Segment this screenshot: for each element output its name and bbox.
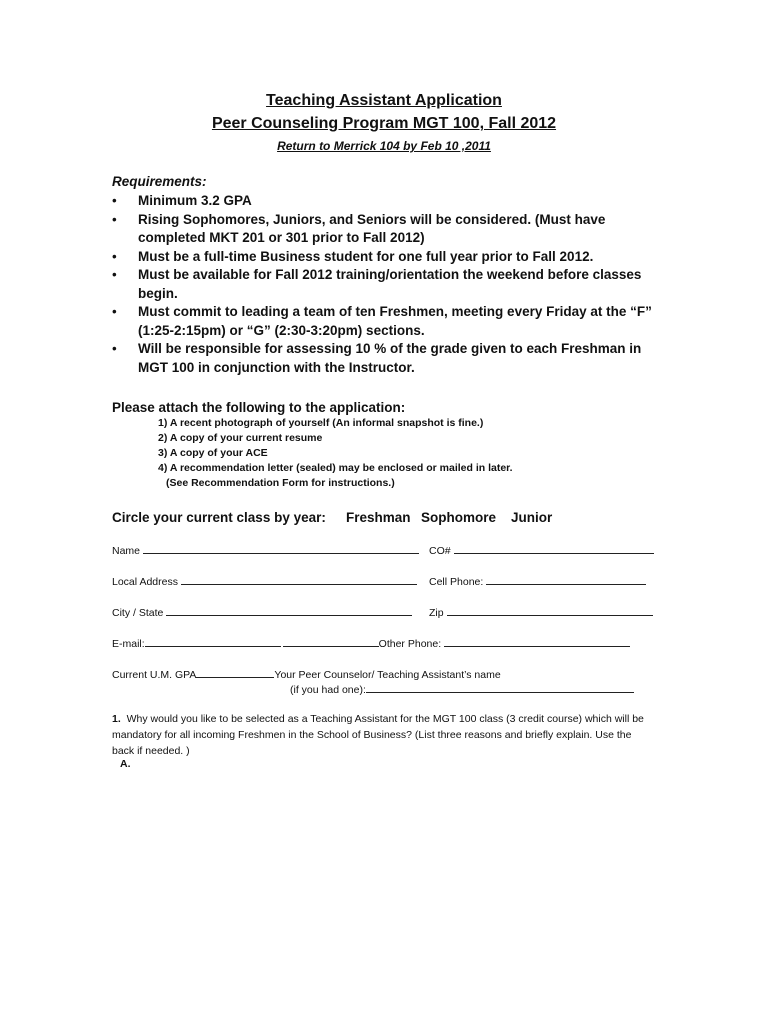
attachment-item: 3) A copy of your ACE: [158, 447, 268, 459]
question-number: 1.: [112, 713, 121, 725]
attachment-item: 2) A copy of your current resume: [158, 432, 323, 444]
bullet-icon: •: [112, 193, 117, 208]
city-state-label: City / State: [112, 607, 164, 619]
other-phone-input-line[interactable]: [444, 636, 630, 647]
co-input-line[interactable]: [454, 543, 654, 554]
requirement-item: [112, 303, 672, 340]
cell-phone-input-line[interactable]: [486, 574, 646, 585]
city-state-field: [112, 605, 412, 619]
requirement-item: [112, 266, 672, 303]
email-input-line[interactable]: [145, 636, 281, 647]
class-year-label: Circle your current class by year:: [112, 510, 326, 525]
gpa-field: [112, 667, 501, 681]
class-option-freshman[interactable]: Freshman: [346, 510, 411, 525]
class-option-junior[interactable]: Junior: [511, 510, 553, 525]
return-note: Return to Merrick 104 by Feb 10 ,2011: [277, 139, 491, 153]
email-input-line-2[interactable]: [283, 636, 379, 647]
class-option-sophomore[interactable]: Sophomore: [421, 510, 497, 525]
requirement-item: [112, 192, 672, 211]
page-title: Teaching Assistant Application: [266, 92, 502, 109]
gpa-input-line[interactable]: [196, 667, 274, 678]
answer-a-label: A.: [120, 758, 131, 770]
attachment-item: 4) A recommendation letter (sealed) may be enclosed or mailed in later.: [158, 462, 513, 474]
zip-input-line[interactable]: [447, 605, 653, 616]
bullet-icon: •: [112, 211, 117, 227]
peer-counselor-input-line[interactable]: [366, 682, 634, 693]
co-label: CO#: [429, 545, 451, 557]
requirements-heading: Requirements:: [112, 174, 207, 189]
recommendation-note: (See Recommendation Form for instructions.): [166, 477, 395, 489]
if-had-label: (if you had one):: [290, 684, 366, 696]
bullet-icon: •: [112, 341, 117, 356]
local-address-field: [112, 574, 417, 588]
requirement-text: Must be available for Fall 2012 training/orientation the weekend before classes begin.: [138, 267, 642, 301]
name-field: [112, 543, 419, 557]
city-state-input-line[interactable]: [166, 605, 412, 616]
email-label: E-mail:: [112, 638, 145, 650]
question-1: [112, 711, 652, 759]
peer-counselor-field: [290, 682, 634, 696]
cell-phone-label: Cell Phone:: [429, 576, 484, 588]
bullet-icon: •: [112, 304, 117, 319]
bullet-icon: •: [112, 267, 117, 282]
requirement-item: [112, 211, 672, 248]
email-field: [112, 636, 630, 650]
question-text: Why would you like to be selected as a Teaching Assistant for the MGT 100 class (3 credit course) which will be mandatory for all incoming Freshmen in the School of Business? (List three reasons and briefly explain. Use the back if needed. ): [112, 713, 644, 757]
attachments-list: [158, 416, 513, 491]
other-phone-label: Other Phone:: [378, 638, 442, 650]
peer-counselor-label: Your Peer Counselor/ Teaching Assistant’s name: [274, 669, 501, 681]
class-year-row: [112, 510, 553, 525]
requirement-item: [112, 340, 672, 377]
requirement-text: Minimum 3.2 GPA: [138, 193, 252, 208]
program-subtitle: Peer Counseling Program MGT 100, Fall 2012: [211, 115, 557, 132]
requirement-item: [112, 248, 672, 267]
local-address-input-line[interactable]: [181, 574, 417, 585]
requirements-list: [112, 192, 672, 377]
co-field: [429, 543, 654, 557]
requirement-text: Must be a full-time Business student for one full year prior to Fall 2012.: [138, 248, 594, 264]
requirement-text: Will be responsible for assessing 10 % of the grade given to each Freshman in MGT 100 in conjunction with the Instructor.: [138, 341, 642, 375]
zip-field: [429, 605, 653, 619]
requirement-text: Rising Sophomores, Juniors, and Seniors will be considered. (Must have completed MKT 201 or 301 prior to Fall 2012): [138, 211, 606, 245]
attachment-item: 1) A recent photograph of yourself (An informal snapshot is fine.): [158, 417, 484, 429]
cell-phone-field: [429, 574, 646, 588]
name-label: Name: [112, 545, 141, 557]
requirement-text: Must commit to leading a team of ten Freshmen, meeting every Friday at the “F” (1:25-2:15pm) or “G” (2:30-3:20pm) sections.: [138, 304, 652, 338]
name-input-line[interactable]: [143, 543, 419, 554]
gpa-label: Current U.M. GPA: [112, 669, 197, 681]
local-address-label: Local Address: [112, 576, 178, 588]
zip-label: Zip: [429, 607, 444, 619]
bullet-icon: •: [112, 248, 117, 264]
attachments-heading: Please attach the following to the application:: [112, 400, 406, 415]
